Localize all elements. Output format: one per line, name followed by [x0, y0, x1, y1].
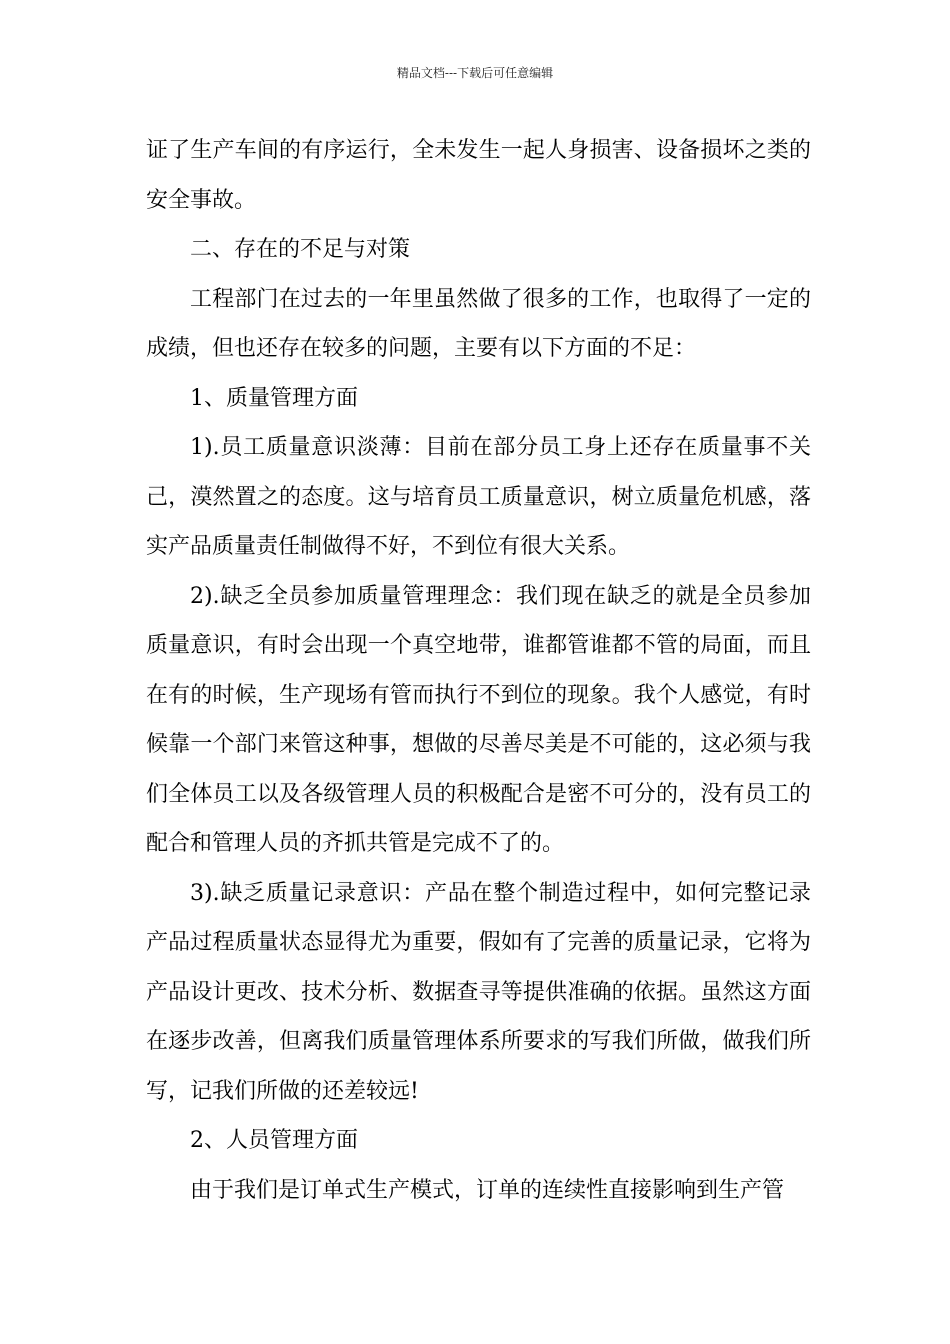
section-heading-shortcomings: 二、存在的不足与对策: [190, 237, 411, 262]
paragraph-intro-shortcomings: 工程部门在过去的一年里虽然做了很多的工作，也取得了一定的成绩，但也还存在较多的问题，主要有以下方面的不足：: [146, 286, 811, 361]
document-body: [146, 126, 811, 1215]
paragraph-safety-summary: 证了生产车间的有序运行，全未发生一起人身损害、设备损坏之类的安全事故。: [146, 138, 811, 213]
paragraph-full-participation: 2).缺乏全员参加质量管理理念：我们现在缺乏的就是全员参加质量意识，有时会出现一个真空地带，谁都管谁都不管的局面，而且在有的时候，生产现场有管而执行不到位的现象。我个人感觉，有时候靠一个部门来管这种事，想做的尽善尽美是不可能的，这必须与我们全体员工以及各级管理人员的积极配合是密不可分的，没有员工的配合和管理人员的齐抓共管是完成不了的。: [146, 583, 811, 856]
paragraph-order-production: 由于我们是订单式生产模式，订单的连续性直接影响到生产管: [190, 1177, 785, 1203]
subheading-quality-management: 1、质量管理方面: [190, 385, 358, 411]
paragraph-quality-records: 3).缺乏质量记录意识：产品在整个制造过程中，如何完整记录产品过程质量状态显得尤为重要，假如有了完善的质量记录，它将为产品设计更改、技术分析、数据查寻等提供准确的依据。虽然这方面在逐步改善，但离我们质量管理体系所要求的写我们所做，做我们所写，记我们所做的还差较远!: [146, 880, 811, 1104]
subheading-personnel-management: 2、人员管理方面: [190, 1128, 358, 1153]
page-header: 精品文档---下载后可任意编辑: [396, 66, 554, 80]
paragraph-quality-awareness: 1).员工质量意识淡薄：目前在部分员工身上还存在质量事不关己，漠然置之的态度。这与培育员工质量意识，树立质量危机感，落实产品质量责任制做得不好，不到位有很大关系。: [146, 435, 811, 559]
